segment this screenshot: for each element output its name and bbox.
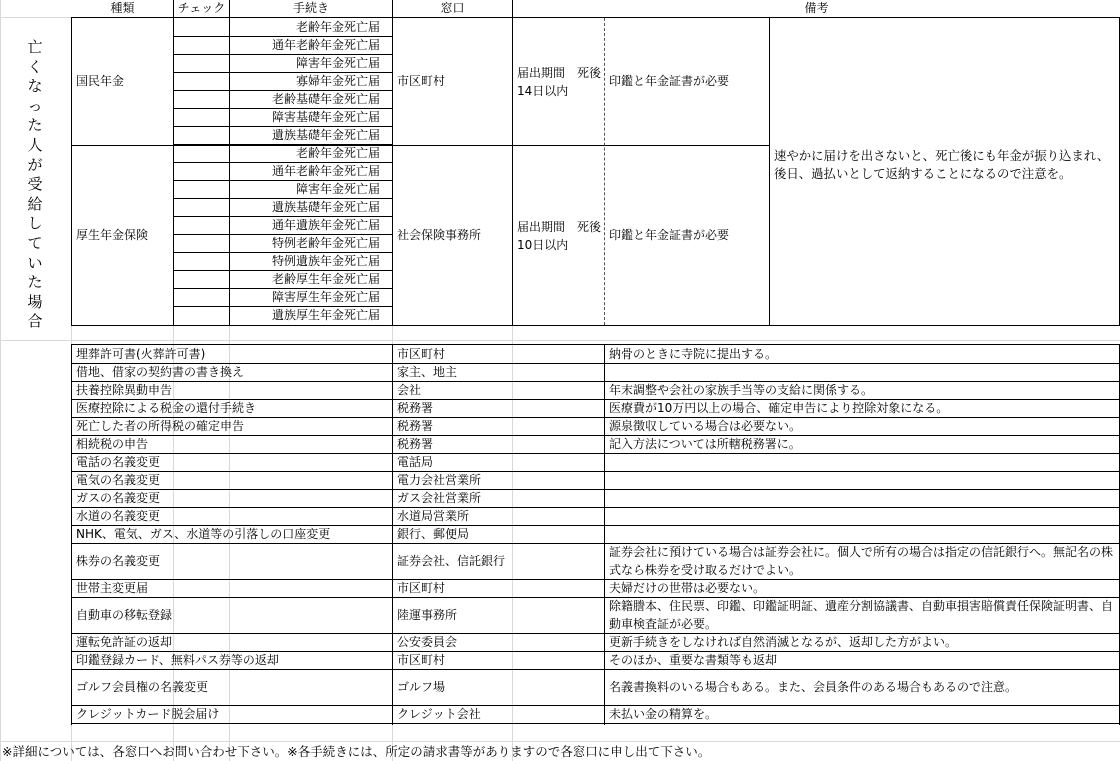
pension-shared-remark: 速やかに届けを出さないと、死亡後にも年金が振り込まれ、後日、過払いとして返納することになるので注意を。 bbox=[774, 148, 1110, 181]
other-office: 税務署 bbox=[397, 401, 434, 415]
other-office: 会社 bbox=[397, 383, 422, 397]
other-office: 銀行、郵便局 bbox=[397, 527, 470, 541]
other-procedure: 印鑑登録カード、無料パス券等の返却 bbox=[76, 653, 279, 667]
other-office: 家主、地主 bbox=[397, 365, 458, 379]
other-note: 未払い金の精算を。 bbox=[609, 707, 718, 721]
other-office: クレジット会社 bbox=[397, 707, 481, 721]
other-note: 名義書換料のいる場合もある。また、会員条件のある場合もあるので注意。 bbox=[609, 680, 1018, 694]
other-procedure: 電話の名義変更 bbox=[76, 455, 161, 469]
check-cell bbox=[174, 90, 229, 108]
pension-procedure-item: 特例老齢年金死亡届 bbox=[271, 236, 380, 250]
pension-period-national: 届出期間 死後14日以内 bbox=[517, 66, 602, 98]
pension-procedure-item: 老齢基礎年金死亡届 bbox=[271, 92, 380, 106]
other-procedure: 借地、借家の契約書の書き換え bbox=[76, 365, 245, 379]
pension-procedure-item: 特例遺族年金死亡届 bbox=[271, 254, 380, 268]
other-procedure: NHK、電気、ガス、水道等の引落しの口座変更 bbox=[76, 527, 331, 541]
other-note bbox=[605, 471, 1118, 489]
check-cell bbox=[174, 288, 229, 306]
pension-procedure-item: 遺族基礎年金死亡届 bbox=[271, 200, 380, 214]
check-cell bbox=[174, 180, 229, 198]
check-cell bbox=[174, 126, 229, 144]
header-office: 窓口 bbox=[440, 1, 465, 15]
other-note: 更新手続きをしなければ自然消滅となるが、返却した方がよい。 bbox=[609, 635, 958, 649]
header-divider bbox=[229, 0, 230, 17]
table-border bbox=[392, 17, 393, 326]
pension-procedure-item: 障害厚生年金死亡届 bbox=[271, 290, 380, 304]
pension-period-employee: 届出期間 死後10日以内 bbox=[517, 220, 602, 252]
check-cell bbox=[174, 36, 229, 54]
header-divider bbox=[173, 0, 174, 17]
pension-type-national: 国民年金 bbox=[76, 74, 125, 88]
check-cell bbox=[174, 270, 229, 288]
row-divider bbox=[71, 723, 1120, 724]
pension-note-employee: 印鑑と年金証書が必要 bbox=[609, 228, 730, 242]
other-office: 市区町村 bbox=[397, 581, 446, 595]
other-note bbox=[605, 525, 1118, 543]
deceased-recipient-label: 亡くなった人が受給していた場合 bbox=[27, 38, 43, 331]
other-procedure: 運転免許証の返却 bbox=[76, 635, 173, 649]
other-procedure: 世帯主変更届 bbox=[76, 581, 149, 595]
header-procedure: 手続き bbox=[292, 1, 329, 15]
check-cell bbox=[174, 72, 229, 90]
gridline bbox=[0, 741, 1120, 742]
pension-procedure-item: 老齢年金死亡届 bbox=[295, 20, 380, 34]
other-note: 源泉徴収している場合は必要ない。 bbox=[609, 419, 802, 433]
header-check: チェック bbox=[177, 1, 226, 15]
check-cell bbox=[174, 162, 229, 180]
other-procedure: 電気の名義変更 bbox=[76, 473, 161, 487]
other-office: 市区町村 bbox=[397, 347, 446, 361]
pension-procedure-item: 通年老齢年金死亡届 bbox=[271, 164, 380, 178]
other-office: ゴルフ場 bbox=[397, 680, 446, 694]
other-procedure: ゴルフ会員権の名義変更 bbox=[76, 680, 209, 694]
check-cell bbox=[174, 144, 229, 162]
other-note bbox=[605, 363, 1118, 381]
dashed-divider bbox=[604, 18, 605, 325]
other-office: ガス会社営業所 bbox=[397, 491, 482, 505]
other-office: 市区町村 bbox=[397, 653, 446, 667]
other-office: 税務署 bbox=[397, 437, 434, 451]
footer-note: ※詳細については、各窓口へお問い合わせ下さい。※各手続きには、所定の請求書等がありますので各窓口に申し出て下さい。 bbox=[2, 744, 711, 759]
other-office: 税務署 bbox=[397, 419, 434, 433]
other-procedure: 相続税の申告 bbox=[76, 437, 149, 451]
other-office: 公安委員会 bbox=[397, 635, 458, 649]
other-note: 納骨のときに寺院に提出する。 bbox=[609, 347, 778, 361]
check-cell bbox=[174, 216, 229, 234]
other-office: 電力会社営業所 bbox=[397, 473, 482, 487]
other-procedure: ガスの名義変更 bbox=[76, 491, 161, 505]
header-remarks: 備考 bbox=[804, 1, 829, 15]
other-note: そのほか、重要な書類等も返却 bbox=[609, 653, 778, 667]
other-note: 夫婦だけの世帯は必要ない。 bbox=[609, 581, 766, 595]
pension-office-national: 市区町村 bbox=[397, 74, 446, 88]
table-border bbox=[71, 17, 72, 326]
other-note: 記入方法については所轄税務署に。 bbox=[609, 437, 801, 451]
other-procedure: 医療控除による税金の還付手続き bbox=[76, 401, 257, 415]
other-procedure: 水道の名義変更 bbox=[76, 509, 161, 523]
other-note bbox=[605, 489, 1118, 507]
pension-procedure-item: 障害基礎年金死亡届 bbox=[271, 110, 380, 124]
other-procedure: 自動車の移転登録 bbox=[76, 608, 173, 622]
check-cell bbox=[174, 108, 229, 126]
check-cell bbox=[174, 306, 229, 324]
row-divider bbox=[71, 669, 1120, 670]
other-procedure: 扶養控除異動申告 bbox=[76, 383, 173, 397]
pension-note-national: 印鑑と年金証書が必要 bbox=[609, 74, 730, 88]
other-procedure: 株券の名義変更 bbox=[76, 554, 161, 568]
check-cell bbox=[174, 18, 229, 36]
other-note: 除籍謄本、住民票、印鑑、印鑑証明証、遺産分割協議書、自動車損害賠償責任保険証明書、自動車検査証が必要。 bbox=[609, 599, 1114, 631]
pension-office-employee: 社会保険事務所 bbox=[397, 228, 482, 242]
pension-procedure-item: 遺族厚生年金死亡届 bbox=[271, 308, 380, 322]
other-procedure: 死亡した者の所得税の確定申告 bbox=[76, 419, 245, 433]
pension-procedure-item: 通年遺族年金死亡届 bbox=[271, 218, 380, 232]
check-cell bbox=[174, 198, 229, 216]
other-note: 医療費が10万円以上の場合、確定申告により控除対象になる。 bbox=[609, 401, 949, 415]
pension-procedure-item: 通年老齢年金死亡届 bbox=[271, 38, 380, 52]
header-divider bbox=[512, 0, 513, 17]
pension-procedure-item: 老齢厚生年金死亡届 bbox=[271, 272, 380, 286]
other-office: 証券会社、信託銀行 bbox=[397, 554, 506, 568]
check-cell bbox=[174, 54, 229, 72]
other-office: 水道局営業所 bbox=[397, 509, 470, 523]
other-note bbox=[605, 507, 1118, 525]
other-office: 電話局 bbox=[397, 455, 434, 469]
pension-procedure-item: 老齢年金死亡届 bbox=[295, 146, 380, 160]
pension-procedure-item: 寡婦年金死亡届 bbox=[295, 74, 380, 88]
other-note bbox=[605, 453, 1118, 471]
gridline bbox=[0, 0, 1, 761]
header-divider bbox=[392, 0, 393, 17]
check-cell bbox=[174, 252, 229, 270]
pension-procedure-item: 障害年金死亡届 bbox=[295, 56, 380, 70]
other-note: 証券会社に預けている場合は証券会社に。個人で所有の場合は指定の信託銀行へ。無記名の株式なら株券を受け取るだけでよい。 bbox=[609, 545, 1114, 577]
pension-procedure-item: 遺族基礎年金死亡届 bbox=[271, 128, 380, 142]
other-note: 年末調整や会社の家族手当等の支給に関係する。 bbox=[609, 383, 874, 397]
pension-procedure-item: 障害年金死亡届 bbox=[295, 182, 380, 196]
other-procedure: クレジットカード脱会届け bbox=[76, 707, 220, 721]
other-procedure: 埋葬許可書(火葬許可書) bbox=[76, 347, 206, 361]
header-type: 種類 bbox=[110, 1, 135, 15]
other-office: 陸運事務所 bbox=[397, 608, 458, 622]
pension-type-employee: 厚生年金保険 bbox=[76, 228, 149, 242]
check-cell bbox=[174, 234, 229, 252]
gridline bbox=[0, 340, 1120, 341]
